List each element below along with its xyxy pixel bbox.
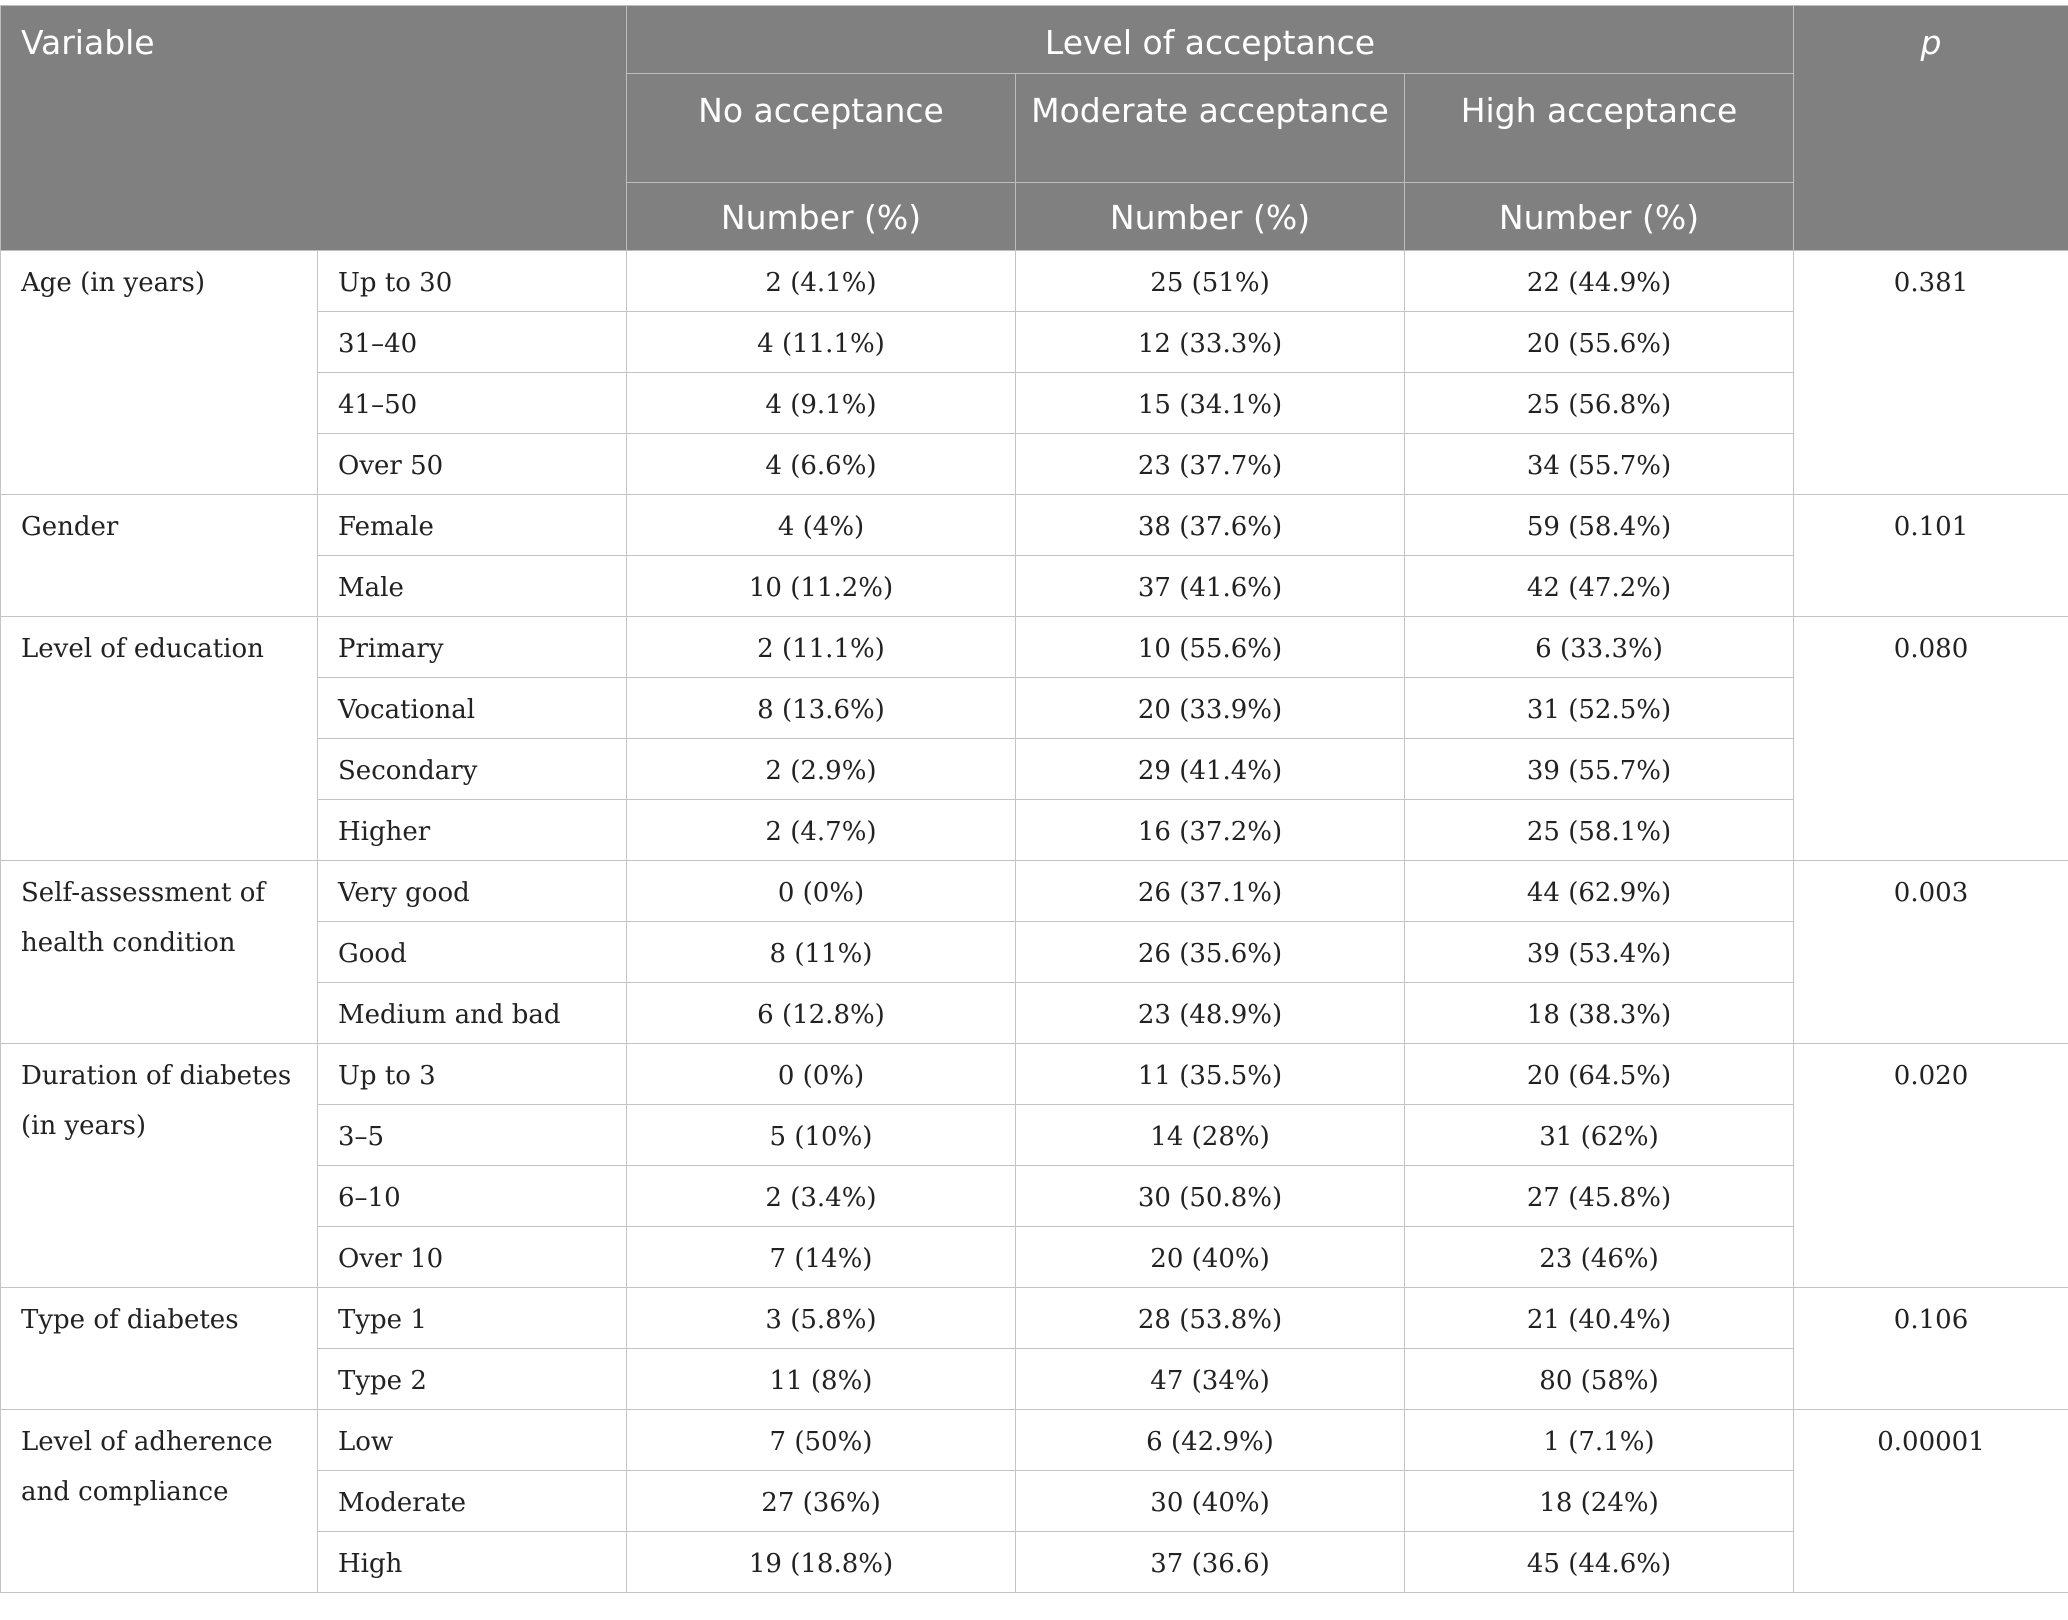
moderate-acceptance-value: 16 (37.2%) xyxy=(1016,800,1405,861)
moderate-acceptance-header: Moderate acceptance xyxy=(1016,74,1405,183)
no-acceptance-value: 4 (9.1%) xyxy=(627,373,1016,434)
table-row xyxy=(1,251,2068,312)
subcategory-label: Higher xyxy=(318,800,627,861)
no-acceptance-value: 4 (4%) xyxy=(627,495,1016,556)
subcategory-label: 3–5 xyxy=(318,1105,627,1166)
no-acceptance-value: 7 (14%) xyxy=(627,1227,1016,1288)
high-acceptance-value: 18 (24%) xyxy=(1405,1471,1794,1532)
moderate-acceptance-value: 10 (55.6%) xyxy=(1016,617,1405,678)
high-acceptance-value: 22 (44.9%) xyxy=(1405,251,1794,312)
high-acceptance-value: 31 (52.5%) xyxy=(1405,678,1794,739)
moderate-acceptance-value: 37 (36.6) xyxy=(1016,1532,1405,1593)
moderate-acceptance-value: 23 (37.7%) xyxy=(1016,434,1405,495)
acceptance-table xyxy=(0,5,2068,1593)
subcategory-label: Female xyxy=(318,495,627,556)
p-value-header: p xyxy=(1794,6,2068,251)
high-acceptance-value: 39 (55.7%) xyxy=(1405,739,1794,800)
moderate-acceptance-value: 30 (40%) xyxy=(1016,1471,1405,1532)
table-header xyxy=(1,6,2068,251)
high-acceptance-value: 44 (62.9%) xyxy=(1405,861,1794,922)
variable-header: Variable xyxy=(1,6,627,251)
high-acceptance-value: 23 (46%) xyxy=(1405,1227,1794,1288)
no-acceptance-value: 7 (50%) xyxy=(627,1410,1016,1471)
high-acceptance-value: 45 (44.6%) xyxy=(1405,1532,1794,1593)
no-acceptance-value: 2 (4.7%) xyxy=(627,800,1016,861)
table-row xyxy=(1,861,2068,922)
no-acceptance-value: 6 (12.8%) xyxy=(627,983,1016,1044)
subcategory-label: Moderate xyxy=(318,1471,627,1532)
moderate-acceptance-value: 37 (41.6%) xyxy=(1016,556,1405,617)
no-acceptance-value: 0 (0%) xyxy=(627,861,1016,922)
variable-category: Age (in years) xyxy=(1,251,318,495)
no-acceptance-value: 8 (13.6%) xyxy=(627,678,1016,739)
high-acceptance-value: 42 (47.2%) xyxy=(1405,556,1794,617)
subcategory-label: 6–10 xyxy=(318,1166,627,1227)
p-value: 0.00001 xyxy=(1794,1410,2068,1593)
variable-category: Level of adherence and compliance xyxy=(1,1410,318,1593)
moderate-acceptance-value: 29 (41.4%) xyxy=(1016,739,1405,800)
no-acceptance-value: 4 (11.1%) xyxy=(627,312,1016,373)
high-acceptance-value: 1 (7.1%) xyxy=(1405,1410,1794,1471)
p-value: 0.020 xyxy=(1794,1044,2068,1288)
moderate-acceptance-value: 28 (53.8%) xyxy=(1016,1288,1405,1349)
no-acceptance-value: 10 (11.2%) xyxy=(627,556,1016,617)
subcategory-label: Up to 30 xyxy=(318,251,627,312)
moderate-acceptance-value: 20 (40%) xyxy=(1016,1227,1405,1288)
high-acceptance-value: 59 (58.4%) xyxy=(1405,495,1794,556)
subcategory-label: Primary xyxy=(318,617,627,678)
high-acceptance-value: 6 (33.3%) xyxy=(1405,617,1794,678)
subcategory-label: Good xyxy=(318,922,627,983)
moderate-acceptance-value: 25 (51%) xyxy=(1016,251,1405,312)
no-acceptance-value: 2 (11.1%) xyxy=(627,617,1016,678)
moderate-acceptance-value: 26 (37.1%) xyxy=(1016,861,1405,922)
high-acceptance-value: 18 (38.3%) xyxy=(1405,983,1794,1044)
table-container xyxy=(0,5,2068,1593)
variable-category: Gender xyxy=(1,495,318,617)
number-percent-header: Number (%) xyxy=(1016,183,1405,251)
subcategory-label: 31–40 xyxy=(318,312,627,373)
variable-category: Level of education xyxy=(1,617,318,861)
p-value: 0.101 xyxy=(1794,495,2068,617)
high-acceptance-value: 34 (55.7%) xyxy=(1405,434,1794,495)
high-acceptance-value: 80 (58%) xyxy=(1405,1349,1794,1410)
high-acceptance-value: 39 (53.4%) xyxy=(1405,922,1794,983)
number-percent-header: Number (%) xyxy=(627,183,1016,251)
subcategory-label: Type 1 xyxy=(318,1288,627,1349)
moderate-acceptance-value: 38 (37.6%) xyxy=(1016,495,1405,556)
high-acceptance-header: High acceptance xyxy=(1405,74,1794,183)
table-row xyxy=(1,1044,2068,1105)
moderate-acceptance-value: 14 (28%) xyxy=(1016,1105,1405,1166)
no-acceptance-value: 3 (5.8%) xyxy=(627,1288,1016,1349)
moderate-acceptance-value: 47 (34%) xyxy=(1016,1349,1405,1410)
subcategory-label: Medium and bad xyxy=(318,983,627,1044)
moderate-acceptance-value: 15 (34.1%) xyxy=(1016,373,1405,434)
high-acceptance-value: 27 (45.8%) xyxy=(1405,1166,1794,1227)
high-acceptance-value: 21 (40.4%) xyxy=(1405,1288,1794,1349)
p-value: 0.003 xyxy=(1794,861,2068,1044)
no-acceptance-value: 2 (4.1%) xyxy=(627,251,1016,312)
moderate-acceptance-value: 26 (35.6%) xyxy=(1016,922,1405,983)
no-acceptance-value: 4 (6.6%) xyxy=(627,434,1016,495)
table-row xyxy=(1,1410,2068,1471)
no-acceptance-value: 2 (2.9%) xyxy=(627,739,1016,800)
no-acceptance-header: No acceptance xyxy=(627,74,1016,183)
number-percent-header: Number (%) xyxy=(1405,183,1794,251)
p-value: 0.106 xyxy=(1794,1288,2068,1410)
no-acceptance-value: 19 (18.8%) xyxy=(627,1532,1016,1593)
subcategory-label: Vocational xyxy=(318,678,627,739)
variable-category: Type of diabetes xyxy=(1,1288,318,1410)
variable-category: Duration of diabetes (in years) xyxy=(1,1044,318,1288)
p-value: 0.080 xyxy=(1794,617,2068,861)
high-acceptance-value: 25 (56.8%) xyxy=(1405,373,1794,434)
moderate-acceptance-value: 30 (50.8%) xyxy=(1016,1166,1405,1227)
table-row xyxy=(1,617,2068,678)
table-body xyxy=(1,251,2068,1593)
subcategory-label: Secondary xyxy=(318,739,627,800)
level-of-acceptance-header: Level of acceptance xyxy=(627,6,1794,74)
subcategory-label: Over 50 xyxy=(318,434,627,495)
subcategory-label: High xyxy=(318,1532,627,1593)
subcategory-label: Male xyxy=(318,556,627,617)
high-acceptance-value: 31 (62%) xyxy=(1405,1105,1794,1166)
high-acceptance-value: 20 (55.6%) xyxy=(1405,312,1794,373)
no-acceptance-value: 8 (11%) xyxy=(627,922,1016,983)
no-acceptance-value: 0 (0%) xyxy=(627,1044,1016,1105)
moderate-acceptance-value: 11 (35.5%) xyxy=(1016,1044,1405,1105)
moderate-acceptance-value: 20 (33.9%) xyxy=(1016,678,1405,739)
table-row xyxy=(1,1288,2068,1349)
no-acceptance-value: 5 (10%) xyxy=(627,1105,1016,1166)
p-value: 0.381 xyxy=(1794,251,2068,495)
high-acceptance-value: 25 (58.1%) xyxy=(1405,800,1794,861)
subcategory-label: Low xyxy=(318,1410,627,1471)
variable-category: Self-assessment of health condition xyxy=(1,861,318,1044)
no-acceptance-value: 11 (8%) xyxy=(627,1349,1016,1410)
subcategory-label: Up to 3 xyxy=(318,1044,627,1105)
moderate-acceptance-value: 12 (33.3%) xyxy=(1016,312,1405,373)
no-acceptance-value: 27 (36%) xyxy=(627,1471,1016,1532)
table-row xyxy=(1,495,2068,556)
subcategory-label: Very good xyxy=(318,861,627,922)
subcategory-label: Type 2 xyxy=(318,1349,627,1410)
subcategory-label: 41–50 xyxy=(318,373,627,434)
moderate-acceptance-value: 23 (48.9%) xyxy=(1016,983,1405,1044)
high-acceptance-value: 20 (64.5%) xyxy=(1405,1044,1794,1105)
no-acceptance-value: 2 (3.4%) xyxy=(627,1166,1016,1227)
moderate-acceptance-value: 6 (42.9%) xyxy=(1016,1410,1405,1471)
subcategory-label: Over 10 xyxy=(318,1227,627,1288)
